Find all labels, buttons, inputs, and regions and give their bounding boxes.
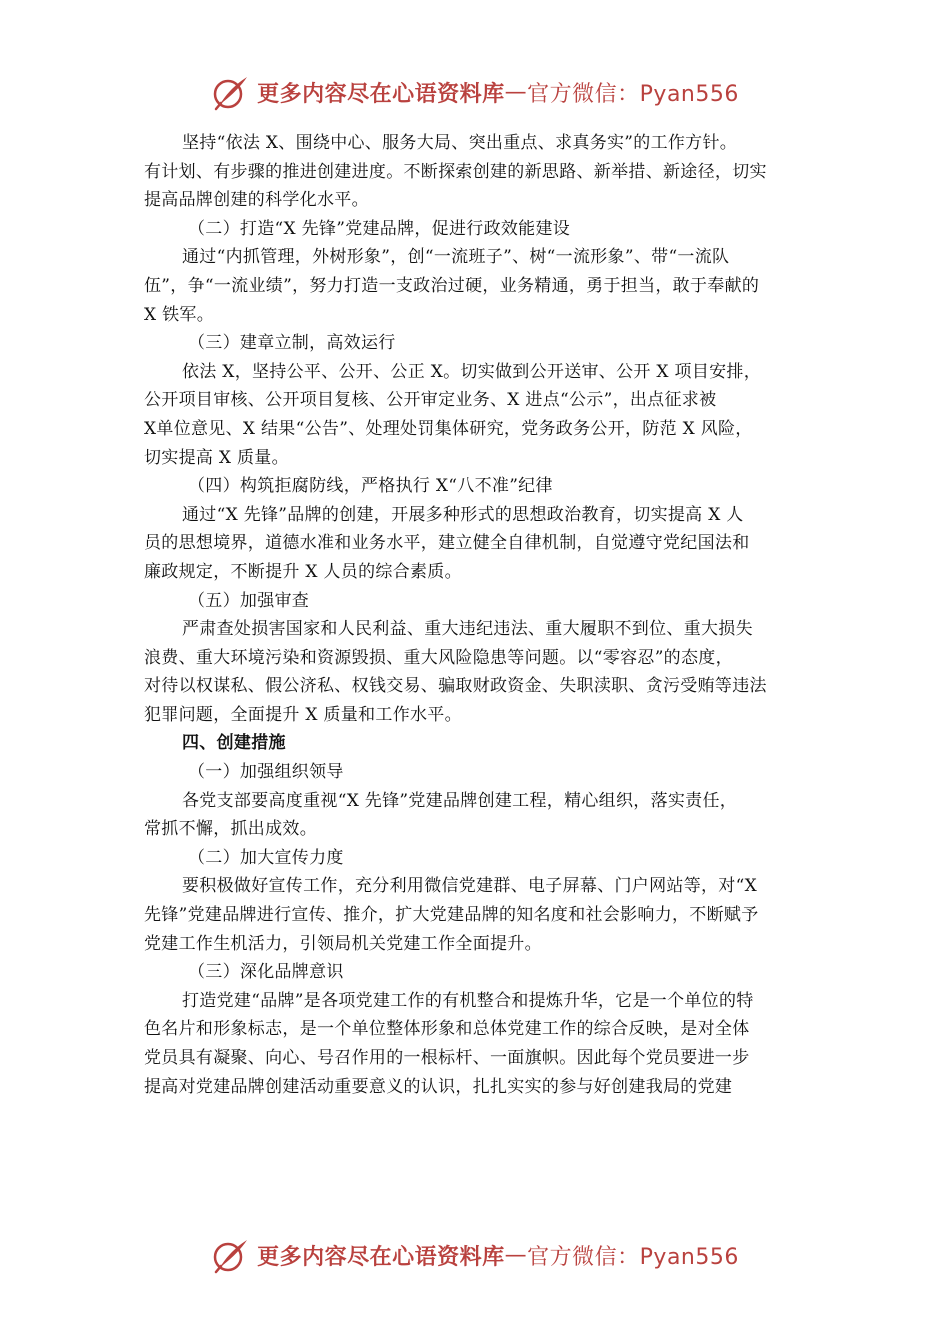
text-line: 要积极做好宣传工作，充分利用微信党建群、电子屏幕、门户网站等，对“X bbox=[182, 876, 757, 897]
text-line: 浪费、重大环境污染和资源毁损、重大风险隐患等问题。以“零容忍”的态度， bbox=[144, 647, 733, 668]
text-line: X 铁军。 bbox=[144, 304, 215, 325]
text-line: 严肃查处损害国家和人民利益、重大违纪违法、重大履职不到位、重大损失 bbox=[182, 619, 753, 640]
banner-wechat: 官方微信：Pyan556 bbox=[527, 1244, 739, 1270]
text-line: 提高品牌创建的科学化水平。 bbox=[144, 190, 369, 211]
text-line: 通过“内抓管理，外树形象”，创“一流班子”、树“一流形象”、带“一流队 bbox=[182, 247, 730, 268]
text-line: 党建工作生机活力，引领局机关党建工作全面提升。 bbox=[144, 933, 542, 954]
header-watermark-banner bbox=[0, 70, 950, 114]
text-line: 切实提高 X 质量。 bbox=[144, 447, 289, 468]
subsection-heading: （一）加强组织领导 bbox=[188, 762, 344, 783]
text-line: X单位意见、X 结果“公告”、处理处罚集体研究，党务政务公开，防范 X 风险， bbox=[144, 418, 753, 439]
text-line: 提高对党建品牌创建活动重要意义的认识，扎扎实实的参与好创建我局的党建 bbox=[144, 1076, 733, 1097]
subsection-heading: （五）加强审查 bbox=[188, 590, 310, 611]
banner-separator: — bbox=[504, 79, 528, 105]
document-body bbox=[144, 129, 810, 1101]
text-line: 常抓不懈，抓出成效。 bbox=[144, 819, 317, 840]
section-heading: 四、创建措施 bbox=[182, 733, 286, 754]
subsection-heading: （四）构筑拒腐防线，严格执行 X“八不准”纪律 bbox=[188, 476, 553, 497]
text-line: 先锋”党建品牌进行宣传、推介，扩大党建品牌的知名度和社会影响力，不断赋予 bbox=[144, 905, 759, 926]
text-line: 通过“X 先锋”品牌的创建，开展多种形式的思想政治教育，切实提高 X 人 bbox=[182, 504, 744, 525]
text-line: 色名片和形象标志，是一个单位整体形象和总体党建工作的综合反映，是对全体 bbox=[144, 1019, 750, 1040]
text-line: 犯罪问题，全面提升 X 质量和工作水平。 bbox=[144, 704, 462, 725]
text-line: 公开项目审核、公开项目复核、公开审定业务、X 进点“公示”，出点征求被 bbox=[144, 390, 717, 411]
text-line: 依法 X，坚持公平、公开、公正 X。切实做到公开送审、公开 X 项目安排， bbox=[182, 361, 762, 382]
banner-wechat: 官方微信：Pyan556 bbox=[527, 81, 739, 107]
text-line: 伍”，争“一流业绩”，努力打造一支政治过硬，业务精通，勇于担当，敢于奉献的 bbox=[144, 275, 760, 296]
subsection-heading: （三）深化品牌意识 bbox=[188, 962, 344, 983]
subsection-heading: （三）建章立制，高效运行 bbox=[188, 333, 396, 354]
text-line: 廉政规定，不断提升 X 人员的综合素质。 bbox=[144, 561, 462, 582]
banner-label: 更多内容尽在心语资料库 bbox=[257, 1244, 505, 1270]
quill-logo-icon bbox=[211, 72, 251, 112]
text-line: 打造党建“品牌”是各项党建工作的有机整合和提炼升华，它是一个单位的特 bbox=[182, 990, 754, 1011]
quill-logo-icon bbox=[211, 1235, 251, 1275]
banner-label: 更多内容尽在心语资料库 bbox=[257, 81, 505, 107]
text-line: 对待以权谋私、假公济私、权钱交易、骗取财政资金、失职渎职、贪污受贿等违法 bbox=[144, 676, 767, 697]
text-line: 员的思想境界，道德水准和业务水平，建立健全自律机制，自觉遵守党纪国法和 bbox=[144, 533, 750, 554]
subsection-heading: （二）打造“X 先锋”党建品牌，促进行政效能建设 bbox=[188, 218, 571, 239]
footer-watermark-banner bbox=[0, 1233, 950, 1277]
subsection-heading: （二）加大宣传力度 bbox=[188, 847, 344, 868]
text-line: 党员具有凝聚、向心、号召作用的一根标杆、一面旗帜。因此每个党员要进一步 bbox=[144, 1048, 750, 1068]
text-line: 各党支部要高度重视“X 先锋”党建品牌创建工程，精心组织，落实责任， bbox=[182, 790, 738, 811]
text-line: 有计划、有步骤的推进创建进度。不断探索创建的新思路、新举措、新途径，切实 bbox=[144, 161, 767, 182]
banner-separator: — bbox=[504, 1242, 528, 1268]
text-line: 坚持“依法 X、围绕中心、服务大局、突出重点、求真务实”的工作方针。 bbox=[182, 133, 738, 153]
